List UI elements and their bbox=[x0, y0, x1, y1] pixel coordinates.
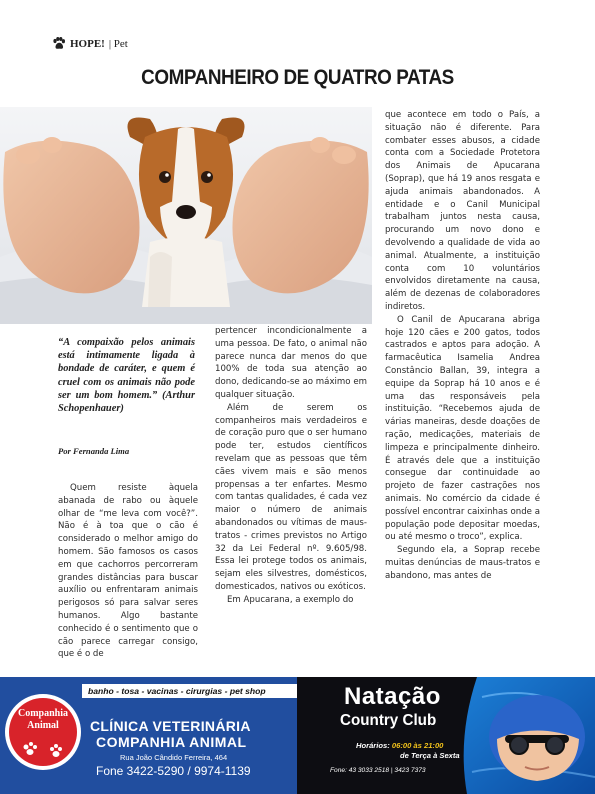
paragraph: Segundo ela, a Soprap recebe muitas denúncias de maus-tratos e abandono, mas antes de bbox=[385, 545, 540, 581]
swim-days: de Terça à Sexta bbox=[400, 751, 460, 760]
swim-hours bbox=[356, 741, 443, 750]
vet-services: banho - tosa - vacinas - cirurgias - pet shop bbox=[88, 686, 266, 696]
byline: Por Fernanda Lima bbox=[58, 446, 130, 456]
logo-text-bottom: Animal bbox=[27, 720, 59, 731]
article-title: COMPANHEIRO DE QUATRO PATAS bbox=[141, 66, 454, 89]
magazine-name: HOPE! bbox=[70, 37, 105, 50]
paragraph: Quem resiste àquela abanada de rabo ou àquele olhar de “me leva com você?”. Não é à toa que o cão é considerado o melhor amigo do homem. São famosos os casos em que cachorros percorreram grandes distâncias para buscar auxílio ou enfrentaram animais perigosos só para salvar seres humanos. Algo bastante conhecido é o sentimento que o cão parece carregar consigo, que é o de bbox=[58, 483, 198, 660]
swimmer-photo bbox=[297, 677, 595, 794]
section-name: | Pet bbox=[108, 37, 128, 50]
section-header bbox=[52, 37, 128, 50]
vet-address: Rua João Cândido Ferreira, 464 bbox=[120, 753, 228, 762]
article-photo bbox=[0, 107, 372, 324]
paragraph: pertencer incondicionalmente a uma pessoa. De fato, o animal não parece nunca dar menos do que 100% de toda sua atenção ao dono, dedicando-se ao máximo em qualquer situação. bbox=[215, 326, 367, 400]
swimming-ad[interactable] bbox=[297, 677, 595, 794]
paragraph: Em Apucarana, a exemplo do bbox=[227, 594, 354, 605]
hours-value: 06:00 às 21:00 bbox=[391, 741, 444, 750]
article-column-1 bbox=[58, 482, 198, 661]
paw-icon bbox=[52, 37, 66, 50]
article-column-3 bbox=[385, 109, 540, 582]
vet-clinic-name-2: COMPANHIA ANIMAL bbox=[96, 734, 247, 750]
swim-subtitle: Country Club bbox=[340, 712, 437, 729]
paragraph: Além de serem os companheiros mais verdadeiros e de coração puro que o ser humano pode ter, estudos científicos revelam que as pessoas que têm cães vivem mais e são menos propensas a ter enfartes. Mesmo com tantas qualidades, é cada vez maior o número de animais abandonados ou vítimas de maus-tratos - crimes previstos no Artigo 32 da Lei Federal nº. 9.605/98. Essa lei protege todos os animais, sejam eles silvestres, domésticos, domesticados, nativos ou exóticos. bbox=[215, 402, 367, 592]
logo-text-top: Companhia bbox=[17, 708, 68, 719]
article-column-2 bbox=[215, 325, 367, 607]
paragraph: O Canil de Apucarana abriga hoje 120 cães e 200 gatos, todos castrados e aptos para adoção. A farmacêutica Isamelia Andrea Constâncio Ballan, 39, integra a equipe da Soprap há 10 anos e é uma das responsáveis pela instituição. “Recebemos ajuda de várias maneiras, desde doações de ração, medicações, materiais de limpeza e principalmente dinheiro. É através dele que a instituição consegue dar continuidade ao projeto de fazer castrações nos animais. No comércio da cidade é possível encontrar caixinhas onde a população pode depositar moedas, ou até mesmo o troco”, explica. bbox=[385, 314, 540, 543]
vet-clinic-name-1: CLÍNICA VETERINÁRIA bbox=[90, 718, 251, 734]
vet-phone[interactable]: Fone 3422-5290 / 9974-1139 bbox=[96, 764, 251, 778]
swim-title: Natação bbox=[344, 683, 441, 710]
hours-label: Horários: bbox=[356, 741, 390, 750]
pull-quote: “A compaixão pelos animais está intimamente ligada à bondade de caráter, e quem é cruel com os animais não pode ser um bom homem.” (Arthur Schopenhauer) bbox=[58, 337, 195, 415]
swim-phone[interactable]: Fone: 43 3033 2518 | 3423 7373 bbox=[330, 767, 426, 774]
paragraph: que acontece em todo o País, a situação não é diferente. Para combater esses abusos, a cidade conta com a Sociedade Protetora dos Animais de Apucarana (Soprap), que há 19 anos resgata e ajuda animais abandonados. A entidade e o Canil Municipal trabalham juntos nesta causa, procurando um novo dono e devolvendo a qualidade de vida ao animal. Atualmente, a instituição conta com 10 voluntários envolvidos diretamente na causa, além de dezenas de colaboradores indiretos. bbox=[385, 110, 540, 312]
